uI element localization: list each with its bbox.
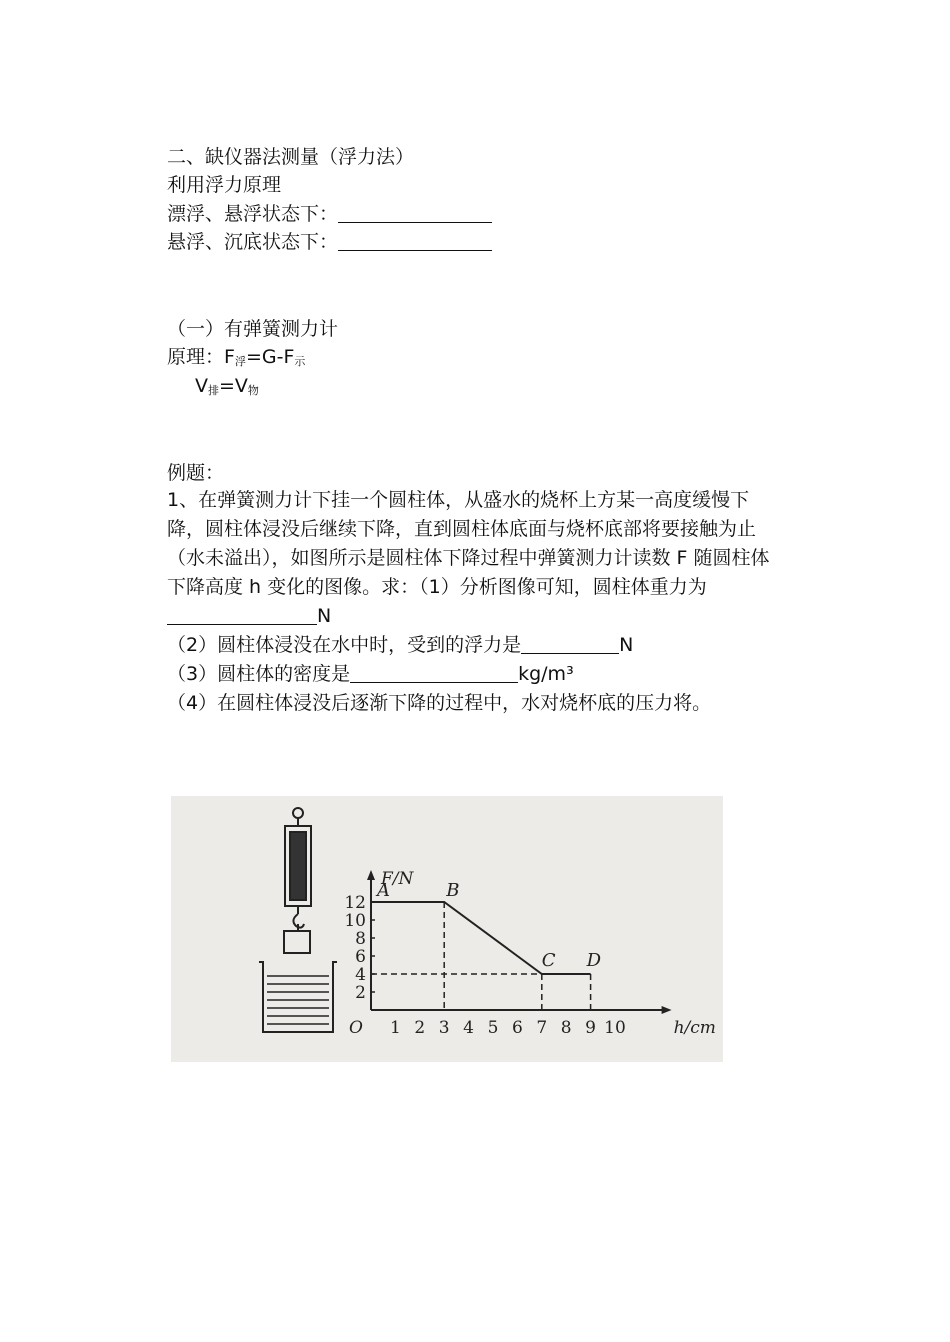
formula-symbol: V <box>195 375 208 397</box>
x-tick-label: 10 <box>604 1018 626 1038</box>
point-label-c: C <box>541 950 556 971</box>
x-tick-label: 2 <box>414 1018 426 1038</box>
scale-ring-icon <box>293 808 303 818</box>
x-tick-label: 7 <box>536 1018 548 1038</box>
y-tick-label: 6 <box>355 947 366 967</box>
x-tick-label: 5 <box>487 1018 499 1038</box>
y-axis-label: F/N <box>381 869 414 889</box>
series-line <box>371 902 591 974</box>
x-tick-label: 8 <box>560 1018 572 1038</box>
floating-state-line <box>167 200 492 228</box>
y-tick-label: 10 <box>344 911 366 931</box>
answer-blank-q2[interactable] <box>521 633 619 654</box>
y-tick-label: 2 <box>355 983 366 1003</box>
origin-label: O <box>349 1018 363 1038</box>
question-end: 。 <box>692 692 712 714</box>
answer-blank[interactable] <box>338 230 492 251</box>
force-height-chart <box>344 869 716 1038</box>
x-tick-label: 6 <box>511 1018 523 1038</box>
spring-scale-apparatus <box>259 808 337 1032</box>
subsection-title: （一）有弹簧测力计 <box>167 318 339 340</box>
water-lines <box>267 976 329 1024</box>
unit-label: N <box>619 634 634 656</box>
sinking-state-label: 悬浮、沉底状态下： <box>167 231 339 253</box>
question-2: （2）圆柱体浸没在水中时，受到的浮力是 <box>167 634 522 656</box>
x-axis-label: h/cm <box>673 1018 716 1038</box>
y-tick-label: 4 <box>355 965 366 985</box>
question-4: （4）在圆柱体浸没后逐渐下降的过程中，水对烧杯底的压力将 <box>167 692 693 714</box>
answer-blank[interactable] <box>338 202 492 223</box>
cylinder-icon <box>284 931 310 953</box>
formula-subscript: 示 <box>294 355 306 368</box>
point-label-b: B <box>446 880 460 901</box>
x-tick-label: 3 <box>438 1018 450 1038</box>
point-label-d: D <box>586 950 602 971</box>
unit-label: N <box>317 605 332 627</box>
question-intro: 1、在弹簧测力计下挂一个圆柱体，从盛水的烧杯上方某一高度缓慢下降，圆柱体浸没后继续下降，直到圆柱体底面与烧杯底部将要接触为止（水未溢出），如图所示是圆柱体下降过程中弹簧测力计读数 F 随圆柱体下降高度 h 变化的图像。求：（1）分析图像可知，圆柱体重力为 <box>167 489 770 598</box>
principle-formula-2 <box>195 372 259 405</box>
answer-blank-q1[interactable] <box>167 604 317 625</box>
y-axis-arrow-icon <box>367 870 375 880</box>
formula-equation: =V <box>219 375 248 397</box>
section-title: 二、缺仪器法测量（浮力法） <box>167 146 415 168</box>
x-axis-arrow-icon <box>662 1006 672 1014</box>
x-tick-label: 1 <box>389 1018 401 1038</box>
example-heading: 例题： <box>167 462 225 484</box>
principle-label: 原理： <box>167 346 225 368</box>
formula-equation: =G-F <box>245 346 295 368</box>
figure-photo <box>171 796 723 1062</box>
floating-state-label: 漂浮、悬浮状态下： <box>167 203 339 225</box>
answer-blank-q3[interactable] <box>350 662 518 683</box>
principle-line: 利用浮力原理 <box>167 174 282 196</box>
unit-label: kg/m³ <box>518 663 574 685</box>
x-tick-label: 9 <box>585 1018 597 1038</box>
formula-symbol: F <box>224 346 235 368</box>
sinking-state-line <box>167 228 492 256</box>
y-tick-label: 12 <box>344 893 366 913</box>
point-label-a: A <box>377 880 390 901</box>
x-tick-label: 4 <box>463 1018 475 1038</box>
formula-subscript: 物 <box>247 384 259 397</box>
formula-subscript: 排 <box>208 384 219 397</box>
question-3: （3）圆柱体的密度是 <box>167 663 351 685</box>
beaker-icon <box>259 962 337 1032</box>
formula-subscript: 浮 <box>234 355 246 368</box>
y-tick-label: 8 <box>355 929 366 949</box>
example-question <box>167 486 787 718</box>
figure-svg <box>171 796 723 1062</box>
